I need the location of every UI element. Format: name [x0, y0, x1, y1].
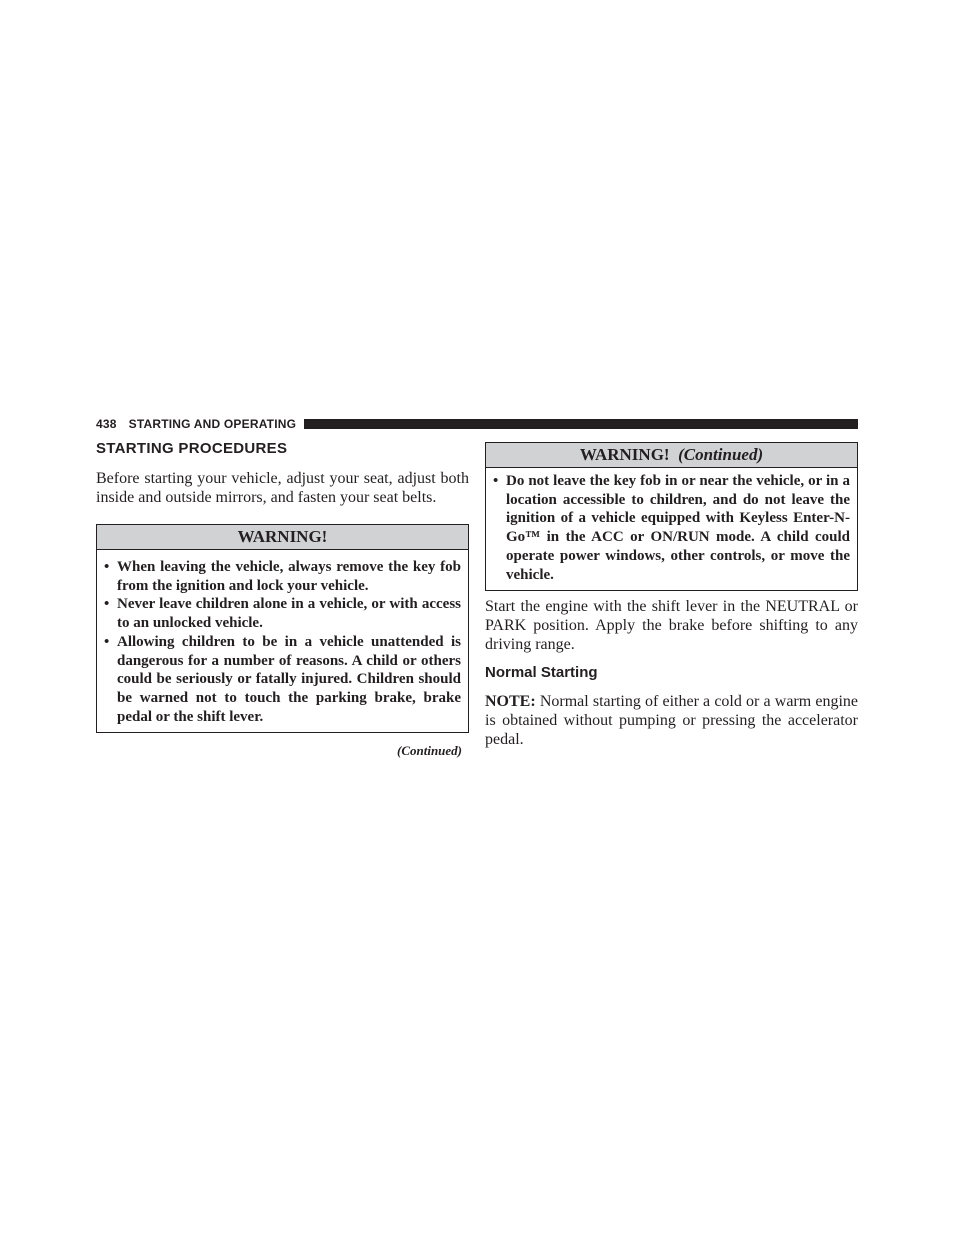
start-engine-paragraph: Start the engine with the shift lever in the NEUTRAL or PARK position. Apply the brake before shifting to any driving range. [485, 598, 858, 654]
bullet-icon: • [104, 633, 110, 650]
bullet-icon: • [104, 559, 110, 575]
right-column [485, 437, 858, 749]
page-number: 438 [96, 417, 117, 431]
intro-paragraph: Before starting your vehicle, adjust your seat, adjust both inside and outside mirrors, and fasten your seat belts. [96, 470, 469, 506]
warning-box [96, 524, 469, 733]
warning-box-continued [485, 442, 858, 591]
warning-continued: (Continued) [678, 445, 764, 464]
note-paragraph [485, 692, 858, 749]
warning-item: • When leaving the vehicle, always remove the key fob from the ignition and lock your vehicle. [104, 559, 461, 594]
warning-list [97, 550, 468, 732]
header-rule [304, 419, 858, 429]
bullet-icon: • [104, 596, 110, 613]
section-title: STARTING AND OPERATING [128, 417, 297, 431]
warning-title: WARNING! [97, 525, 468, 550]
subheading-normal-starting: Normal Starting [485, 664, 598, 682]
warning-item: • Never leave children alone in a vehicle, or with access to an unlocked vehicle. [104, 596, 461, 632]
warning-item: • Do not leave the key fob in or near the vehicle, or in a location accessible to children, and do not leave the ignition of a vehicle equipped with Keyless Enter-N-Go™ in the ACC or ON/RUN mode. A child could operate power windows, other controls, or move the vehicle. [493, 473, 850, 583]
left-column [96, 437, 469, 759]
note-text: Normal starting of either a cold or a warm engine is obtained without pumping or pressing the accelerator pedal. [485, 693, 858, 749]
warning-item: • Allowing children to be in a vehicle unattended is dangerous for a number of reasons. A child or others could be seriously or fatally injured. Children should be warned not to touch the parking brake, brake pedal or the shift lever. [104, 633, 461, 725]
bullet-icon: • [493, 473, 499, 489]
note-label: NOTE: [485, 693, 536, 711]
warning-list [486, 468, 857, 590]
section-heading: STARTING PROCEDURES [96, 440, 288, 457]
page-header [96, 417, 858, 431]
continued-label: (Continued) [396, 743, 462, 759]
warning-title: WARNING! (Continued) [486, 443, 857, 468]
